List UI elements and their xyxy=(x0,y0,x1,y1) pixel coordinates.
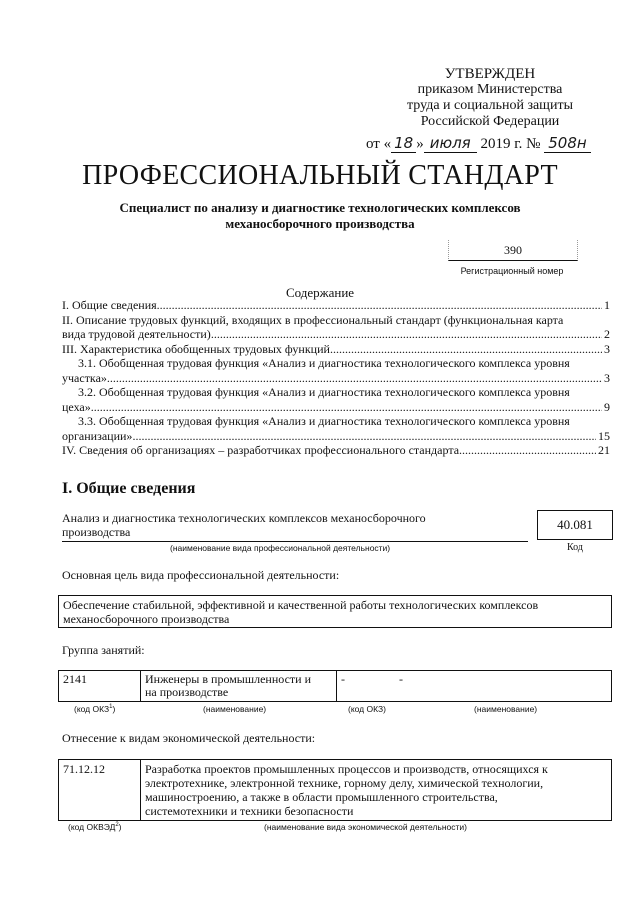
okved-caption-name: (наименование вида экономической деятельности) xyxy=(264,822,467,832)
okved-table xyxy=(58,759,612,821)
toc-item[interactable]: 3.2. Обобщенная трудовая функция «Анализ и диагностика технологического комплекса уровня цеха» ..... 9 xyxy=(62,385,610,414)
activity-underline xyxy=(62,541,528,542)
order-date-number xyxy=(366,134,591,153)
toc-item[interactable]: I. Общие сведения ..... 1 xyxy=(62,298,610,313)
table-of-contents xyxy=(62,298,610,458)
approval-line2: труда и социальной защиты xyxy=(407,98,573,113)
occ-name-cell: Инженеры в промышленности и на производстве xyxy=(141,671,337,701)
occ-caption-code: (код ОКЗ$^1$) xyxy=(74,704,116,714)
approval-line3: Российской Федерации xyxy=(420,114,560,129)
order-mid: » xyxy=(416,136,424,152)
order-day: 18 xyxy=(391,134,416,153)
order-number: 508н xyxy=(544,134,590,153)
occ-code-cell: 2141 xyxy=(59,671,141,701)
goal-box: Обеспечение стабильной, эффективной и качественной работы технологических комплексов механосборочного производства xyxy=(58,595,612,628)
registration-number: 390 xyxy=(448,240,578,261)
subtitle-line1: Специалист по анализу и диагностике технологических комплексов xyxy=(119,200,521,215)
toc-item[interactable]: II. Описание трудовых функций, входящих в профессиональный стандарт (функциональная карта вида трудовой деятельности) ..... 2 xyxy=(62,313,610,342)
order-year: 2019 г. № xyxy=(480,136,541,152)
activity-name: Анализ и диагностика технологических комплексов механосборочного производства xyxy=(62,511,426,539)
econ-label: Отнесение к видам экономической деятельности: xyxy=(62,731,316,745)
toc-item[interactable]: III. Характеристика обобщенных трудовых функций ..... 3 xyxy=(62,342,610,357)
toc-item[interactable]: 3.3. Обобщенная трудовая функция «Анализ и диагностика технологического комплекса уровня организации» ..... 15 xyxy=(62,414,610,443)
toc-item[interactable]: 3.1. Обобщенная трудовая функция «Анализ и диагностика технологического комплекса уровня участка» ..... 3 xyxy=(62,356,610,385)
toc-item[interactable]: IV. Сведения об организациях – разработчиках профессионального стандарта ..... 21 xyxy=(62,443,610,458)
okved-code-cell: 71.12.12 xyxy=(59,760,141,820)
occ-caption-name2: (наименование) xyxy=(474,704,538,714)
occ-name2-cell: - xyxy=(399,672,403,686)
activity-code: 40.081 xyxy=(537,510,613,540)
approval-block xyxy=(350,66,630,130)
registration-label: Регистрационный номер xyxy=(460,266,564,276)
order-month: июля xyxy=(424,134,477,153)
okved-name-cell: Разработка проектов промышленных процессов и производств, относящихся к электротехнике, электронной технике, горному делу, химической технологии, машиностроению, а также в области промышленного строительства, системотехники и техники безопасности xyxy=(145,762,548,818)
group-label: Группа занятий: xyxy=(62,643,145,657)
occ-caption-name: (наименование) xyxy=(203,704,267,714)
goal-label: Основная цель вида профессиональной деятельности: xyxy=(62,568,340,582)
document-subtitle xyxy=(60,200,580,232)
section-heading: I. Общие сведения xyxy=(62,480,196,497)
subtitle-line2: механосборочного производства xyxy=(225,216,415,231)
approval-heading: УТВЕРЖДЕН xyxy=(444,66,536,82)
activity-caption: (наименование вида профессиональной деятельности) xyxy=(170,543,391,553)
approval-line1: приказом Министерства xyxy=(417,82,563,97)
toc-title: Содержание xyxy=(285,285,355,300)
okved-caption-code: (код ОКВЭД$^2$) xyxy=(68,822,122,832)
code-caption: Код xyxy=(567,542,583,553)
occupation-table xyxy=(58,670,612,702)
occ-code2-cell: - xyxy=(341,672,345,686)
occ-caption-code2: (код ОКЗ) xyxy=(348,704,386,714)
order-from-prefix: от « xyxy=(366,136,392,152)
document-title: ПРОФЕССИОНАЛЬНЫЙ СТАНДАРТ xyxy=(82,160,558,191)
